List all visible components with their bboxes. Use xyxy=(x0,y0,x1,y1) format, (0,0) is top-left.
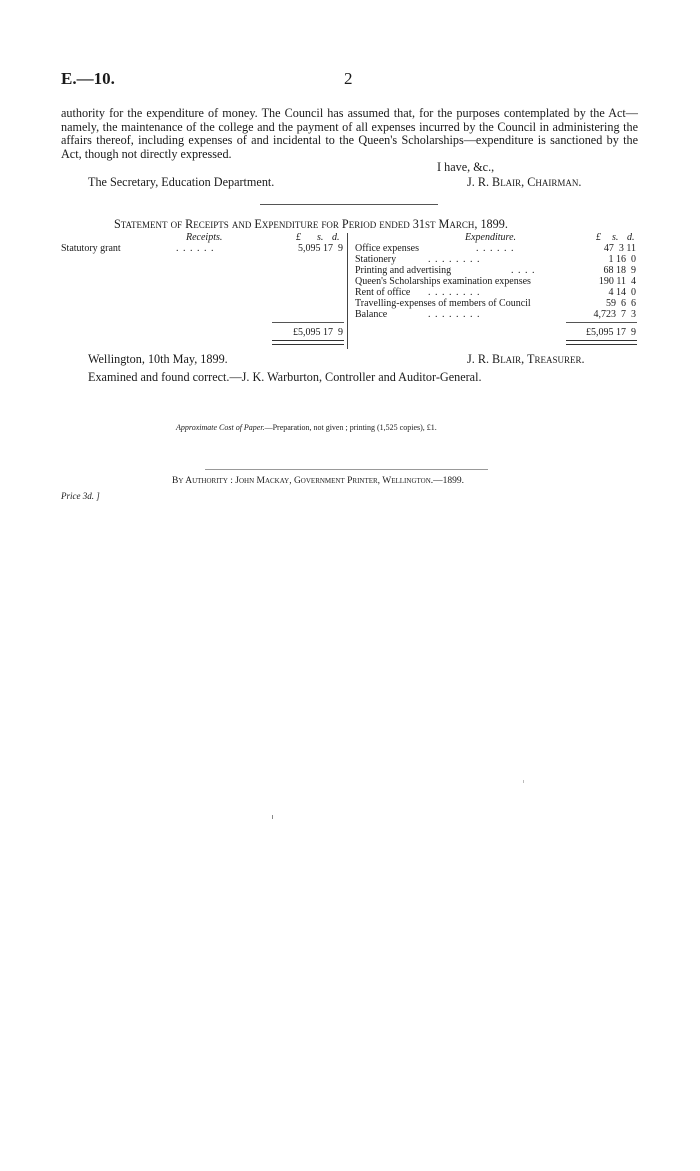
statement-column-divider xyxy=(347,233,348,349)
expenditure-total-double-rule xyxy=(566,340,637,345)
section-divider xyxy=(260,204,438,205)
expenditure-label: Stationery xyxy=(355,254,397,265)
imprint-divider xyxy=(205,469,488,470)
expenditure-label: Travelling-expenses of members of Council xyxy=(355,298,531,309)
expenditure-shillings-head: s. xyxy=(612,232,619,243)
expenditure-leader: . . . . xyxy=(511,265,536,276)
expenditure-amount: 59 6 6 xyxy=(606,298,636,309)
scan-speck xyxy=(523,780,524,783)
expenditure-row xyxy=(355,243,419,254)
expenditure-pounds-head: £ xyxy=(596,232,601,243)
expenditure-amount: 68 18 9 xyxy=(603,265,636,276)
printer-imprint: By Authority : John Mackay, Government Printer, Wellington.—1899. xyxy=(172,476,465,486)
expenditure-total: £5,095 17 9 xyxy=(586,327,636,338)
expenditure-label: Balance xyxy=(355,309,388,320)
receipts-total: £5,095 17 9 xyxy=(293,327,343,338)
receipt-amount: 5,095 17 9 xyxy=(298,243,343,254)
scan-speck xyxy=(272,815,273,819)
cost-note-text: —Preparation, not given ; printing (1,525 copies), £1. xyxy=(264,423,437,432)
expenditure-label: Office expenses xyxy=(355,243,419,254)
page-number: 2 xyxy=(344,69,353,88)
expenditure-leader: . . . . . . . . xyxy=(428,309,481,320)
expenditure-leader: . . . . . . xyxy=(476,243,515,254)
expenditure-label: Printing and advertising xyxy=(355,265,452,276)
expenditure-heading: Expenditure. xyxy=(465,232,517,243)
letter-addressee: The Secretary, Education Department. xyxy=(88,175,275,189)
audit-statement: Examined and found correct.—J. K. Warburton, Controller and Auditor-General. xyxy=(88,370,482,384)
cost-note-label: Approximate Cost of Paper. xyxy=(176,423,265,432)
expenditure-leader: . . . . . . . . xyxy=(428,254,481,265)
place-and-date: Wellington, 10th May, 1899. xyxy=(88,352,228,366)
statement-title: Statement of Receipts and Expenditure for Period ended 31st March, 1899. xyxy=(114,217,508,231)
receipt-leader: . . . . . . xyxy=(176,243,215,254)
expenditure-label: Queen's Scholarships examination expenses xyxy=(355,276,531,287)
receipts-shillings-head: s. xyxy=(317,232,324,243)
chairman-signature: J. R. Blair, Chairman. xyxy=(467,175,582,189)
receipts-pounds-head: £ xyxy=(296,232,301,243)
receipt-label: Statutory grant xyxy=(61,243,121,254)
expenditure-row xyxy=(355,298,531,309)
expenditure-row xyxy=(355,254,396,265)
expenditure-pence-head: d. xyxy=(627,232,635,243)
receipts-total-double-rule xyxy=(272,340,344,345)
receipts-heading: Receipts. xyxy=(186,232,223,243)
expenditure-amount: 4,723 7 3 xyxy=(593,309,636,320)
page-reference: E.—10. xyxy=(61,69,115,88)
expenditure-row xyxy=(355,309,387,320)
expenditure-amount: 190 11 4 xyxy=(598,276,636,287)
expenditure-row xyxy=(355,276,531,287)
expenditure-row xyxy=(355,287,410,298)
receipts-pence-head: d. xyxy=(332,232,340,243)
treasurer-signature: J. R. Blair, Treasurer. xyxy=(467,352,585,366)
expenditure-amount: 4 14 0 xyxy=(608,287,636,298)
letter-closing: I have, &c., xyxy=(437,160,495,174)
expenditure-amount: 1 16 0 xyxy=(608,254,636,265)
expenditure-row xyxy=(355,265,451,276)
receipts-subtotal-rule xyxy=(272,322,344,323)
expenditure-label: Rent of office xyxy=(355,287,411,298)
body-paragraph: authority for the expenditure of money. The Council has assumed that, for the purposes contemplated by the Act—namely, the maintenance of the college and the payment of all expenses incurred by the Council in administering the affairs thereof, including expenses of and incidental to the Queen's Scholarships—expenditure is sanctioned by the Act, though not directly expressed. xyxy=(61,106,638,161)
cost-note xyxy=(176,423,437,432)
price-mark: Price 3d. ] xyxy=(61,491,100,501)
expenditure-amount: 47 3 11 xyxy=(603,243,636,254)
expenditure-leader: . . . . . . . . xyxy=(428,287,481,298)
expenditure-subtotal-rule xyxy=(566,322,637,323)
receipt-row xyxy=(61,243,121,254)
